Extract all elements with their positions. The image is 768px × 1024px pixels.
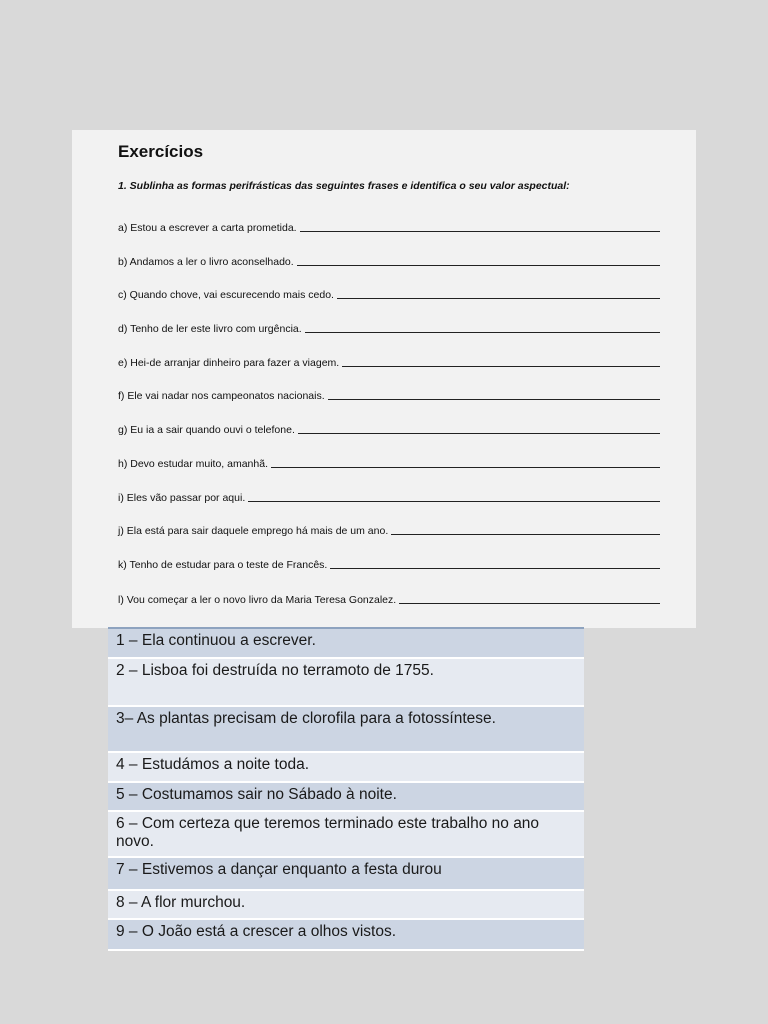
question-text: i) Eles vão passar por aqui. <box>118 492 246 504</box>
sentence-row: 4 – Estudámos a noite toda. <box>108 753 584 783</box>
question-text: g) Eu ia a sair quando ouvi o telefone. <box>118 424 295 436</box>
question-item <box>118 557 660 571</box>
question-text: a) Estou a escrever a carta prometida. <box>118 222 297 234</box>
sentence-row: 8 – A flor murchou. <box>108 891 584 920</box>
question-item <box>118 388 660 402</box>
sentence-row: 5 – Costumamos sair no Sábado à noite. <box>108 783 584 812</box>
answer-line <box>342 366 660 367</box>
answer-line <box>298 433 660 434</box>
answer-line <box>391 534 660 535</box>
answer-line <box>337 298 660 299</box>
worksheet <box>72 130 696 628</box>
answer-line <box>297 265 660 266</box>
answer-line <box>271 467 660 468</box>
question-text: b) Andamos a ler o livro aconselhado. <box>118 256 294 268</box>
question-text: e) Hei-de arranjar dinheiro para fazer a viagem. <box>118 357 340 369</box>
question-item <box>118 456 660 470</box>
question-text: k) Tenho de estudar para o teste de Francês. <box>118 559 328 571</box>
worksheet-title: Exercícios <box>118 142 204 161</box>
question-item <box>118 321 660 335</box>
question-item <box>118 220 660 234</box>
question-item <box>118 287 660 301</box>
question-item <box>118 422 660 436</box>
sentence-row: 2 – Lisboa foi destruída no terramoto de 1755. <box>108 659 584 707</box>
sentence-row: 1 – Ela continuou a escrever. <box>108 629 584 659</box>
answer-line <box>399 603 660 604</box>
answer-line <box>300 231 660 232</box>
question-text: f) Ele vai nadar nos campeonatos nacionais. <box>118 390 325 402</box>
question-text: h) Devo estudar muito, amanhã. <box>118 458 268 470</box>
answer-line <box>305 332 660 333</box>
question-item <box>118 490 660 504</box>
sentence-row: 6 – Com certeza que teremos terminado este trabalho no ano novo. <box>108 812 584 858</box>
answer-line <box>248 501 660 502</box>
exercise-instruction: 1. Sublinha as formas perifrásticas das seguintes frases e identifica o seu valor aspectual: <box>118 180 570 192</box>
sentence-row: 7 – Estivemos a dançar enquanto a festa durou <box>108 858 584 891</box>
question-text: l) Vou começar a ler o novo livro da Maria Teresa Gonzalez. <box>118 594 397 606</box>
question-text: j) Ela está para sair daquele emprego há mais de um ano. <box>118 525 389 537</box>
question-item <box>118 592 660 606</box>
sentence-row: 3– As plantas precisam de clorofila para a fotossíntese. <box>108 707 584 753</box>
question-item <box>118 355 660 369</box>
question-item <box>118 523 660 537</box>
answer-line <box>328 399 660 400</box>
question-text: c) Quando chove, vai escurecendo mais cedo. <box>118 289 334 301</box>
question-item <box>118 254 660 268</box>
sentence-row: 9 – O João está a crescer a olhos vistos. <box>108 920 584 951</box>
question-text: d) Tenho de ler este livro com urgência. <box>118 323 302 335</box>
answer-line <box>330 568 660 569</box>
sentences-table <box>108 627 584 951</box>
